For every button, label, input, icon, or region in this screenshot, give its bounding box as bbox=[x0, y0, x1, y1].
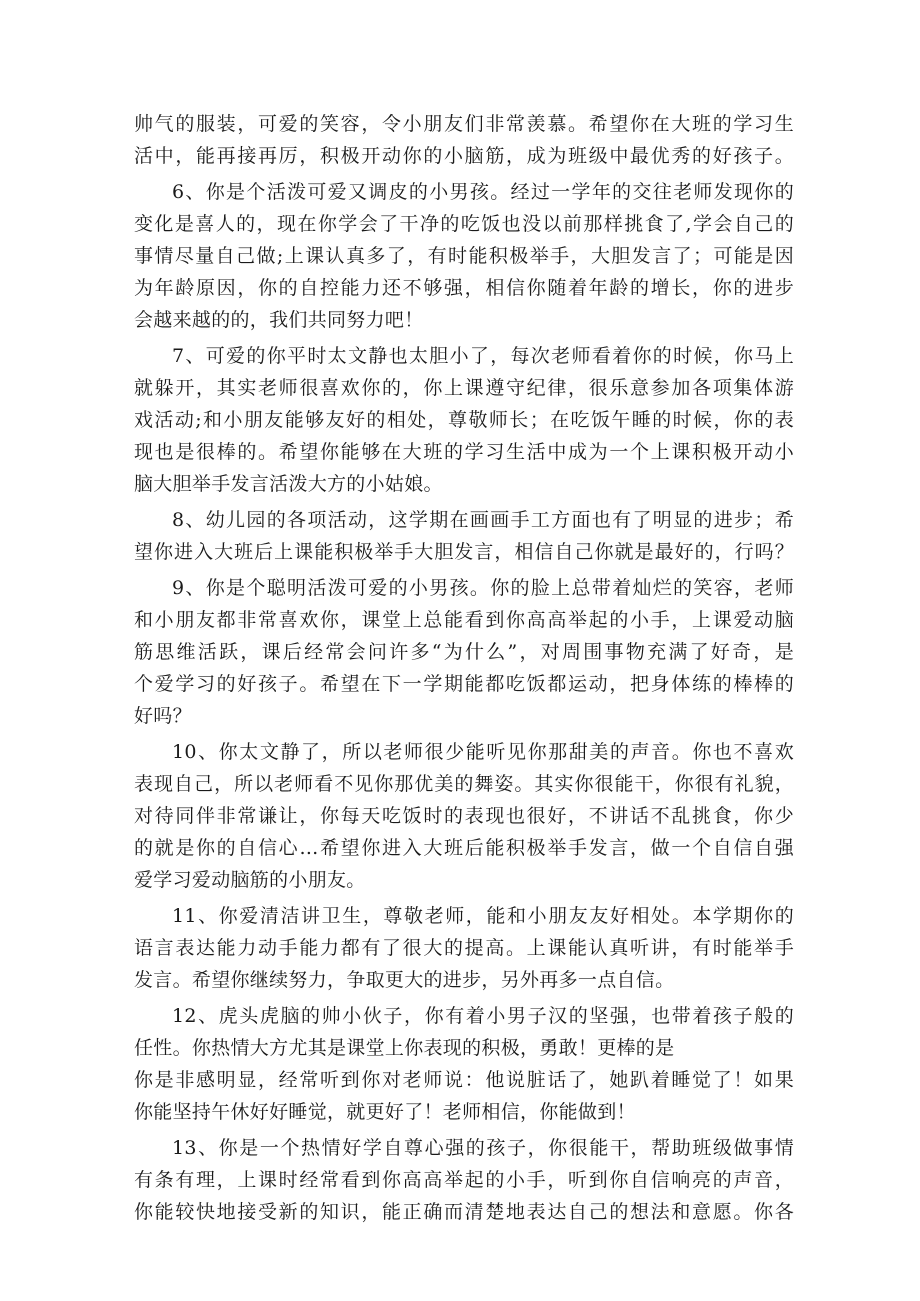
text-line: 望你进入大班后上课能积极举手大胆发言，相信自己你就是最好的，行吗？ bbox=[134, 541, 794, 563]
paragraph-9 bbox=[134, 572, 794, 732]
text-line: 你是非感明显，经常听到你对老师说：他说脏话了，她趴着睡觉了！如果 bbox=[134, 1069, 794, 1091]
text-line: 戏活动;和小朋友能够友好的相处，尊敬师长；在吃饭午睡的时候，你的表 bbox=[134, 409, 794, 431]
paragraph-6 bbox=[134, 176, 794, 336]
paragraph-12 bbox=[134, 1000, 794, 1128]
paragraph-10 bbox=[134, 736, 794, 896]
text-line: 和小朋友都非常喜欢你，课堂上总能看到你高高举起的小手，上课爱动脑 bbox=[134, 609, 794, 631]
text-line: 的就是你的自信心…希望你进入大班后能积极举手发言，做一个自信自强 bbox=[134, 837, 794, 859]
text-line: 11、你爱清洁讲卫生，尊敬老师，能和小朋友友好相处。本学期你的 bbox=[172, 905, 794, 927]
text-line: 你能坚持午休好好睡觉，就更好了！老师相信，你能做到！ bbox=[134, 1101, 636, 1123]
paragraph-13 bbox=[134, 1132, 794, 1228]
text-line: 8、幼儿园的各项活动，这学期在画画手工方面也有了明显的进步；希 bbox=[172, 509, 794, 531]
text-line: 变化是喜人的，现在你学会了干净的吃饭也没以前那样挑食了,学会自己的 bbox=[134, 213, 794, 235]
text-line: 就躲开，其实老师很喜欢你的，你上课遵守纪律，很乐意参加各项集体游 bbox=[134, 377, 794, 399]
text-line: 12、虎头虎脑的帅小伙子，你有着小男子汉的坚强，也带着孩子般的 bbox=[172, 1005, 794, 1027]
text-line: 10、你太文静了，所以老师很少能听见你那甜美的声音。你也不喜欢 bbox=[172, 741, 794, 763]
text-line: 对待同伴非常谦让，你每天吃饭时的表现也很好，不讲话不乱挑食，你少 bbox=[134, 805, 794, 827]
text-line: 好吗？ bbox=[134, 705, 192, 727]
text-line: 为年龄原因，你的自控能力还不够强，相信你随着年龄的增长，你的进步 bbox=[134, 277, 794, 299]
text-line: 筋思维活跃，课后经常会问许多“为什么”，对周围事物充满了好奇，是 bbox=[134, 641, 794, 663]
text-line: 爱学习爱动脑筋的小朋友。 bbox=[134, 869, 366, 891]
text-line: 帅气的服装，可爱的笑容，令小朋友们非常羡慕。希望你在大班的学习生 bbox=[134, 113, 794, 135]
paragraph-7 bbox=[134, 340, 794, 500]
paragraph-8 bbox=[134, 504, 794, 568]
document-body bbox=[134, 108, 794, 1228]
text-line: 任性。你热情大方尤其是课堂上你表现的积极，勇敢！更棒的是 bbox=[134, 1037, 675, 1059]
text-line: 7、可爱的你平时太文静也太胆小了，每次老师看着你的时候，你马上 bbox=[172, 345, 794, 367]
text-line: 有条有理，上课时经常看到你高高举起的小手，听到你自信响亮的声音， bbox=[134, 1169, 794, 1191]
text-line: 脑大胆举手发言活泼大方的小姑娘。 bbox=[134, 473, 443, 495]
paragraph-11 bbox=[134, 900, 794, 996]
text-line: 语言表达能力动手能力都有了很大的提高。上课能认真听讲，有时能举手 bbox=[134, 937, 794, 959]
paragraph-5-continued bbox=[134, 108, 794, 172]
text-line: 6、你是个活泼可爱又调皮的小男孩。经过一学年的交往老师发现你的 bbox=[172, 181, 794, 203]
text-line: 事情尽量自己做;上课认真多了，有时能积极举手，大胆发言了；可能是因 bbox=[134, 245, 794, 267]
text-line: 发言。希望你继续努力，争取更大的进步，另外再多一点自信。 bbox=[134, 969, 675, 991]
text-line: 9、你是个聪明活泼可爱的小男孩。你的脸上总带着灿烂的笑容，老师 bbox=[172, 577, 794, 599]
text-line: 表现自己，所以老师看不见你那优美的舞姿。其实你很能干，你很有礼貌， bbox=[134, 773, 794, 795]
text-line: 13、你是一个热情好学自尊心强的孩子，你很能干，帮助班级做事情 bbox=[172, 1137, 794, 1159]
text-line: 你能较快地接受新的知识，能正确而清楚地表达自己的想法和意愿。你各 bbox=[134, 1201, 794, 1223]
text-line: 个爱学习的好孩子。希望在下一学期能都吃饭都运动，把身体练的棒棒的 bbox=[134, 673, 794, 695]
text-line: 活中，能再接再厉，积极开动你的小脑筋，成为班级中最优秀的好孩子。 bbox=[134, 145, 794, 167]
text-line: 会越来越的的，我们共同努力吧！ bbox=[134, 309, 424, 331]
text-line: 现也是很棒的。希望你能够在大班的学习生活中成为一个上课积极开动小 bbox=[134, 441, 794, 463]
